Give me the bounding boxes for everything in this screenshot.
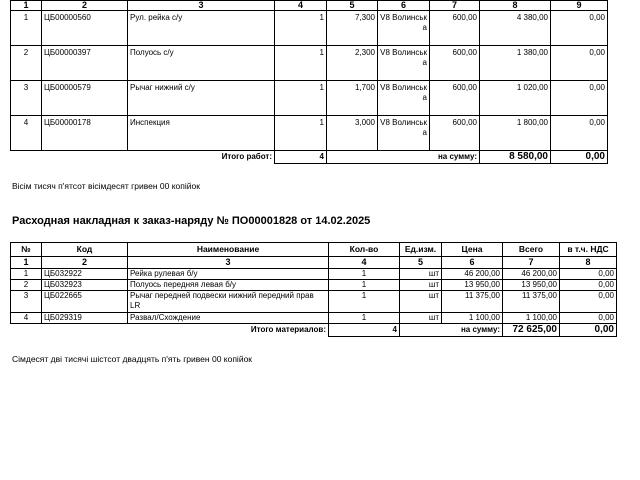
materials-total-sum: 72 625,00 <box>503 324 560 337</box>
row-vat: 0,00 <box>551 116 608 151</box>
column-number: 4 <box>329 257 400 269</box>
row-number: 3 <box>11 81 42 116</box>
row-vat: 0,00 <box>560 280 617 291</box>
row-qty: 1 <box>329 313 400 324</box>
row-code: ЦБ00000560 <box>42 11 128 46</box>
column-number: 4 <box>275 1 327 11</box>
materials-header-cell: № <box>11 243 42 257</box>
row-worker: V8 Волинськ а <box>378 81 430 116</box>
works-total-qty: 4 <box>275 151 327 164</box>
row-number: 3 <box>11 291 42 313</box>
row-unit: шт <box>400 313 442 324</box>
column-number: 1 <box>11 257 42 269</box>
row-price: 600,00 <box>430 46 480 81</box>
row-vat: 0,00 <box>551 11 608 46</box>
row-code: ЦБ032922 <box>42 269 128 280</box>
column-number: 5 <box>400 257 442 269</box>
works-total-row <box>11 151 608 164</box>
row-total: 1 800,00 <box>480 116 551 151</box>
materials-header-cell: Кол-во <box>329 243 400 257</box>
materials-header-cell: Всего <box>503 243 560 257</box>
row-norm: 7,300 <box>327 11 378 46</box>
materials-column-numbers-row <box>11 257 617 269</box>
materials-table <box>10 242 617 337</box>
row-qty: 1 <box>275 11 327 46</box>
materials-header-cell: Код <box>42 243 128 257</box>
table-row <box>11 313 617 324</box>
row-qty: 1 <box>275 116 327 151</box>
materials-header-cell: в т.ч. НДС <box>560 243 617 257</box>
row-total: 1 380,00 <box>480 46 551 81</box>
column-number: 3 <box>128 1 275 11</box>
row-price: 1 100,00 <box>442 313 503 324</box>
materials-total-label: Итого материалов: <box>250 325 326 335</box>
row-vat: 0,00 <box>560 269 617 280</box>
row-qty: 1 <box>329 280 400 291</box>
row-qty: 1 <box>275 81 327 116</box>
row-price: 600,00 <box>430 116 480 151</box>
row-total: 13 950,00 <box>503 280 560 291</box>
row-name: Полуось передняя левая б/у <box>128 280 329 291</box>
materials-header-cell: Ед.изм. <box>400 243 442 257</box>
row-code: ЦБ029319 <box>42 313 128 324</box>
materials-header-cell: Цена <box>442 243 503 257</box>
materials-header-cell: Наименование <box>128 243 329 257</box>
works-column-numbers-row <box>11 1 608 11</box>
row-price: 13 950,00 <box>442 280 503 291</box>
row-unit: шт <box>400 280 442 291</box>
table-row <box>11 81 608 116</box>
column-number: 1 <box>11 1 42 11</box>
row-code: ЦБ022665 <box>42 291 128 313</box>
row-unit: шт <box>400 269 442 280</box>
row-total: 11 375,00 <box>503 291 560 313</box>
table-row <box>11 46 608 81</box>
row-name: Рычаг нижний с/у <box>128 81 275 116</box>
row-name: Рычаг передней подвески нижний передний прав LR <box>128 291 329 313</box>
column-number: 6 <box>442 257 503 269</box>
row-worker: V8 Волинськ а <box>378 46 430 81</box>
works-total-vat: 0,00 <box>551 151 608 164</box>
table-row <box>11 116 608 151</box>
row-norm: 3,000 <box>327 116 378 151</box>
column-number: 8 <box>480 1 551 11</box>
row-number: 2 <box>11 280 42 291</box>
row-name: Развал/Схождение <box>128 313 329 324</box>
column-number: 6 <box>378 1 430 11</box>
materials-total-qty: 4 <box>329 324 400 337</box>
row-name: Рейка рулевая б/у <box>128 269 329 280</box>
row-number: 1 <box>11 269 42 280</box>
column-number: 9 <box>551 1 608 11</box>
row-number: 4 <box>11 313 42 324</box>
row-qty: 1 <box>275 46 327 81</box>
row-number: 2 <box>11 46 42 81</box>
table-row <box>11 280 617 291</box>
column-number: 8 <box>560 257 617 269</box>
row-norm: 1,700 <box>327 81 378 116</box>
row-unit: шт <box>400 291 442 313</box>
row-code: ЦБ032923 <box>42 280 128 291</box>
materials-title: Расходная накладная к заказ-наряду № ПО00001828 от 14.02.2025 <box>12 215 371 227</box>
row-price: 46 200,00 <box>442 269 503 280</box>
column-number: 2 <box>42 1 128 11</box>
row-code: ЦБ00000397 <box>42 46 128 81</box>
row-total: 4 380,00 <box>480 11 551 46</box>
row-vat: 0,00 <box>560 313 617 324</box>
works-sum-label: на сумму: <box>327 151 480 164</box>
works-total-label: Итого работ: <box>221 152 272 162</box>
row-price: 600,00 <box>430 11 480 46</box>
column-number: 5 <box>327 1 378 11</box>
materials-total-vat: 0,00 <box>560 324 617 337</box>
materials-total-row <box>11 324 617 337</box>
row-name: Полуось с/у <box>128 46 275 81</box>
row-qty: 1 <box>329 269 400 280</box>
table-row <box>11 11 608 46</box>
row-code: ЦБ00000178 <box>42 116 128 151</box>
row-vat: 0,00 <box>560 291 617 313</box>
row-vat: 0,00 <box>551 81 608 116</box>
row-total: 1 020,00 <box>480 81 551 116</box>
table-row <box>11 269 617 280</box>
row-qty: 1 <box>329 291 400 313</box>
column-number: 7 <box>430 1 480 11</box>
row-vat: 0,00 <box>551 46 608 81</box>
column-number: 2 <box>42 257 128 269</box>
column-number: 7 <box>503 257 560 269</box>
row-total: 1 100,00 <box>503 313 560 324</box>
materials-sum-in-words: Сімдесят дві тисячі шістсот двадцять п'ять гривен 00 копійок <box>12 354 253 364</box>
row-number: 4 <box>11 116 42 151</box>
row-worker: V8 Волинськ а <box>378 11 430 46</box>
row-price: 11 375,00 <box>442 291 503 313</box>
works-total-sum: 8 580,00 <box>480 151 551 164</box>
row-worker: V8 Волинськ а <box>378 116 430 151</box>
row-code: ЦБ00000579 <box>42 81 128 116</box>
table-row <box>11 291 617 313</box>
materials-sum-label: на сумму: <box>400 324 503 337</box>
row-norm: 2,300 <box>327 46 378 81</box>
row-number: 1 <box>11 11 42 46</box>
materials-header-row <box>11 243 617 257</box>
row-total: 46 200,00 <box>503 269 560 280</box>
row-name: Инспекция <box>128 116 275 151</box>
column-number: 3 <box>128 257 329 269</box>
row-price: 600,00 <box>430 81 480 116</box>
works-sum-in-words: Вісім тисяч п'ятсот вісімдесят гривен 00 копійок <box>12 181 200 191</box>
works-table <box>10 0 608 164</box>
row-name: Рул. рейка с/у <box>128 11 275 46</box>
